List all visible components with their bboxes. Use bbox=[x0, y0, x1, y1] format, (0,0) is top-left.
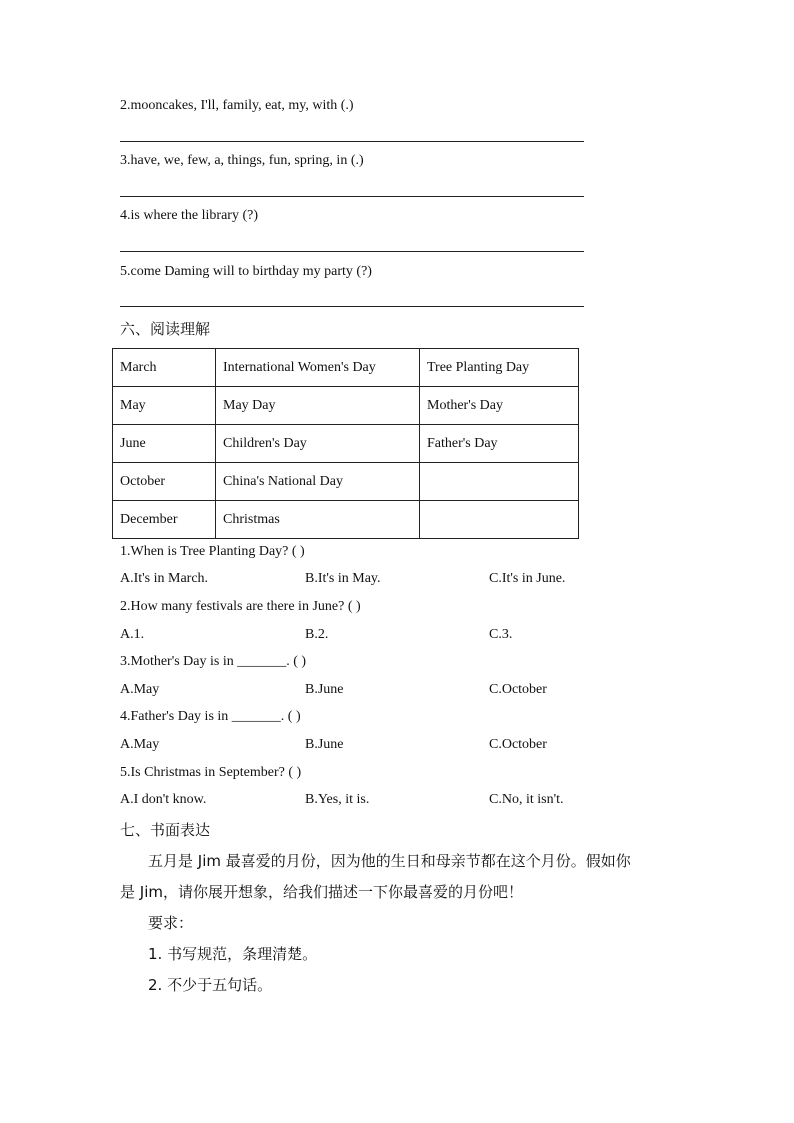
requirement-2: 2. 不少于五句话。 bbox=[148, 976, 273, 994]
requirement-1: 1. 书写规范，条理清楚。 bbox=[148, 945, 318, 963]
table-cell: Mother's Day bbox=[420, 387, 579, 425]
table-cell: China's National Day bbox=[216, 463, 420, 501]
table-row bbox=[113, 349, 579, 387]
table-row bbox=[113, 425, 579, 463]
question-2: 2.How many festivals are there in June? ( ) bbox=[120, 599, 361, 614]
option-4a[interactable]: A.May bbox=[120, 737, 160, 752]
table-cell: March bbox=[113, 349, 216, 387]
table-cell bbox=[420, 501, 579, 539]
reorder-item-4: 4.is where the library (?) bbox=[120, 208, 258, 223]
reorder-item-5: 5.come Daming will to birthday my party (?) bbox=[120, 264, 372, 279]
festival-table bbox=[112, 348, 579, 539]
table-cell: December bbox=[113, 501, 216, 539]
option-2b[interactable]: B.2. bbox=[305, 627, 329, 642]
table-cell: Father's Day bbox=[420, 425, 579, 463]
option-4c[interactable]: C.October bbox=[489, 737, 547, 752]
option-1c[interactable]: C.It's in June. bbox=[489, 571, 566, 586]
answer-line-4[interactable] bbox=[120, 251, 584, 252]
table-cell: Christmas bbox=[216, 501, 420, 539]
table-cell: June bbox=[113, 425, 216, 463]
question-4: 4.Father's Day is in _______. ( ) bbox=[120, 709, 301, 724]
option-3a[interactable]: A.May bbox=[120, 682, 160, 697]
reorder-item-3: 3.have, we, few, a, things, fun, spring, in (.) bbox=[120, 153, 364, 168]
answer-line-2[interactable] bbox=[120, 141, 584, 142]
table-cell: Children's Day bbox=[216, 425, 420, 463]
option-1a[interactable]: A.It's in March. bbox=[120, 571, 209, 586]
table-cell: October bbox=[113, 463, 216, 501]
question-1: 1.When is Tree Planting Day? ( ) bbox=[120, 544, 305, 559]
table-cell: May bbox=[113, 387, 216, 425]
question-3: 3.Mother's Day is in _______. ( ) bbox=[120, 654, 307, 669]
table-cell bbox=[420, 463, 579, 501]
option-5b[interactable]: B.Yes, it is. bbox=[305, 792, 370, 807]
table-cell: May Day bbox=[216, 387, 420, 425]
option-3b[interactable]: B.June bbox=[305, 682, 344, 697]
reorder-item-2: 2.mooncakes, I'll, family, eat, my, with (.) bbox=[120, 98, 354, 113]
answer-line-5[interactable] bbox=[120, 306, 584, 307]
option-5a[interactable]: A.I don't know. bbox=[120, 792, 207, 807]
table-row bbox=[113, 387, 579, 425]
table-cell: International Women's Day bbox=[216, 349, 420, 387]
section-reading-heading: 六、阅读理解 bbox=[120, 320, 211, 338]
table-cell: Tree Planting Day bbox=[420, 349, 579, 387]
requirements-label: 要求： bbox=[148, 914, 194, 932]
option-1b[interactable]: B.It's in May. bbox=[305, 571, 381, 586]
writing-prompt-line1: 五月是 Jim 最喜爱的月份，因为他的生日和母亲节都在这个月份。假如你 bbox=[148, 852, 631, 870]
writing-prompt-line2: 是 Jim，请你展开想象，给我们描述一下你最喜爱的月份吧！ bbox=[120, 883, 523, 901]
option-3c[interactable]: C.October bbox=[489, 682, 547, 697]
option-2a[interactable]: A.1. bbox=[120, 627, 145, 642]
option-2c[interactable]: C.3. bbox=[489, 627, 513, 642]
table-row bbox=[113, 463, 579, 501]
option-4b[interactable]: B.June bbox=[305, 737, 344, 752]
question-5: 5.Is Christmas in September? ( ) bbox=[120, 765, 302, 780]
table-row bbox=[113, 501, 579, 539]
answer-line-3[interactable] bbox=[120, 196, 584, 197]
section-writing-heading: 七、书面表达 bbox=[120, 821, 211, 839]
option-5c[interactable]: C.No, it isn't. bbox=[489, 792, 564, 807]
